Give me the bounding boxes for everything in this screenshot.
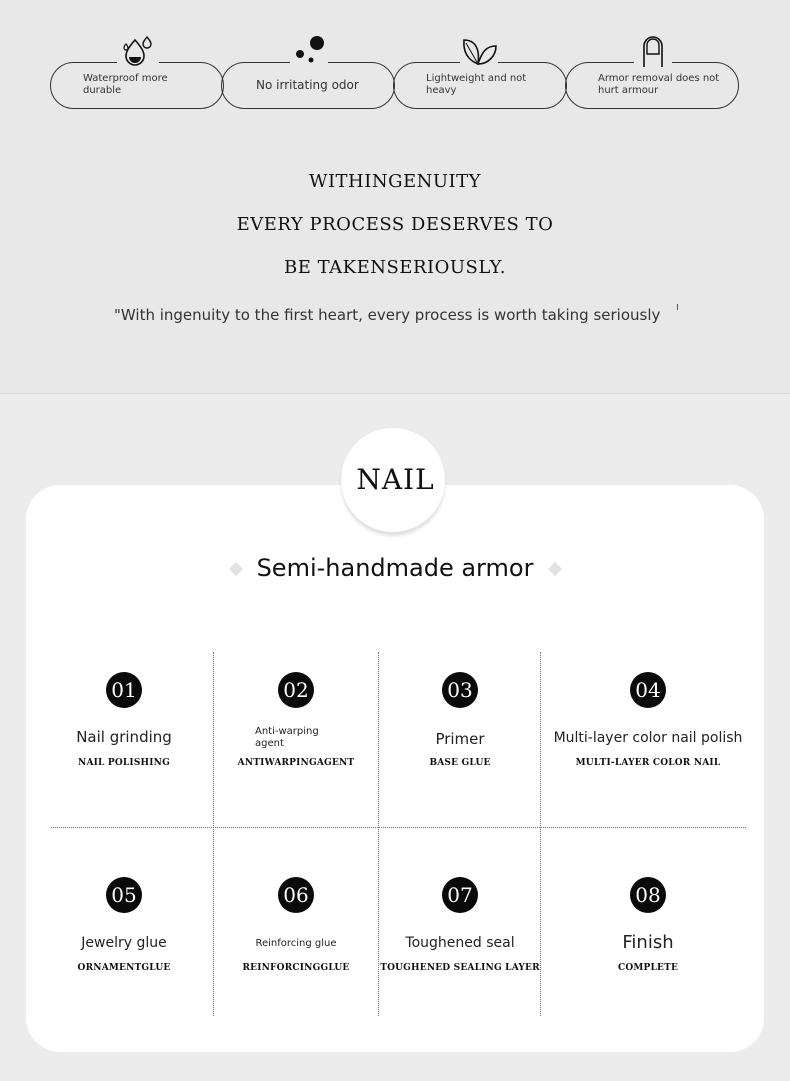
step-name: Finish [622, 932, 674, 953]
step-number: 08 [630, 877, 666, 913]
step-subtitle: TOUGHENED SEALING LAYER [380, 963, 540, 973]
step-number: 02 [278, 672, 314, 708]
nail-badge [349, 433, 442, 526]
step-name: Multi-layer color nail polish [553, 730, 743, 746]
step-number: 04 [630, 672, 666, 708]
step-number: 03 [442, 672, 478, 708]
feature-text: Lightweight and not heavy [426, 73, 527, 96]
step-number: 06 [278, 877, 314, 913]
step-subtitle: MULTI-LAYER COLOR NAIL [575, 758, 721, 768]
step-number: 05 [106, 877, 142, 913]
feature-text: No irritating odor [256, 78, 359, 92]
step-name: Nail grinding [76, 728, 172, 746]
step-name: Toughened seal [405, 935, 515, 951]
step-item [216, 672, 376, 768]
grid-divider [378, 652, 379, 1016]
section-title: Semi-handmade armor [256, 554, 534, 582]
dots-icon [290, 34, 328, 68]
feature-text: Armor removal does not hurt armour [598, 73, 720, 96]
step-name: Reinforcing glue [255, 938, 337, 949]
step-subtitle: ORNAMENTGLUE [77, 963, 171, 973]
quote-text: "With ingenuity to the first heart, every process is worth taking seriously [114, 306, 661, 324]
feature-text: Waterproof more durable [83, 73, 168, 96]
feature-pill-removal [565, 62, 739, 109]
leaf-icon [460, 34, 498, 68]
step-subtitle: NAIL POLISHING [78, 758, 170, 768]
step-item [216, 877, 376, 973]
grid-divider [51, 827, 746, 828]
step-name: Jewelry glue [81, 935, 167, 951]
feature-pill-odor [221, 62, 395, 109]
step-item [568, 877, 728, 973]
grid-divider [213, 652, 214, 1016]
step-subtitle: COMPLETE [617, 963, 679, 973]
water-drop-icon [117, 34, 159, 68]
headline-line-2: EVERY PROCESS DESERVES TO [236, 214, 554, 235]
feature-pill-lightweight [393, 62, 567, 109]
feature-pill-waterproof [50, 62, 224, 109]
headline-line-1: WITHINGENUITY [308, 171, 482, 192]
headline-line-3: BE TAKENSERIOUSLY. [284, 257, 506, 278]
nail-title: NAIL [356, 463, 435, 496]
step-item [548, 672, 748, 768]
step-name: Anti-warping agent [255, 726, 319, 749]
step-subtitle: ANTIWARPINGAGENT [237, 758, 355, 768]
fingernail-icon [634, 34, 672, 68]
step-item [44, 672, 204, 768]
step-subtitle: REINFORCINGGLUE [242, 963, 350, 973]
step-number: 07 [442, 877, 478, 913]
decorative-mark [677, 304, 678, 310]
step-item [380, 672, 540, 768]
step-subtitle: BASE GLUE [429, 758, 491, 768]
step-item [44, 877, 204, 973]
grid-divider [540, 652, 541, 1016]
step-name: Primer [435, 730, 485, 748]
step-number: 01 [106, 672, 142, 708]
step-item [380, 877, 540, 973]
